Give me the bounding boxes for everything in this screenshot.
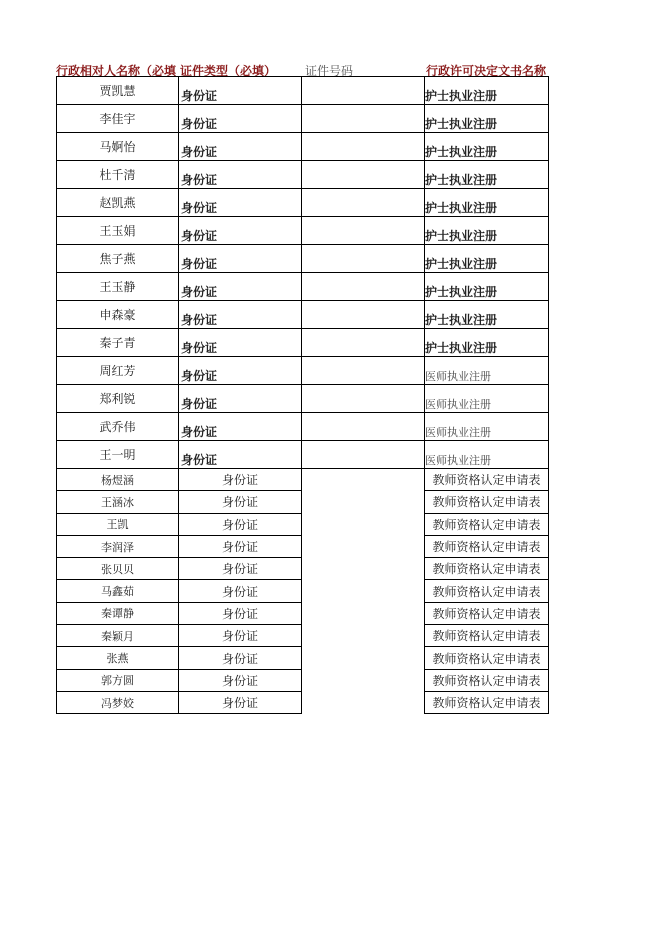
header-col-id-type: 证件类型（必填） (180, 64, 277, 78)
table-row (57, 558, 549, 580)
id-number-cell (302, 513, 425, 535)
id-number-cell (302, 580, 425, 602)
id-type-cell: 身份证 (179, 189, 302, 217)
table-row (57, 413, 549, 441)
doc-name-cell: 护士执业注册 (425, 329, 549, 357)
id-type-cell: 身份证 (179, 385, 302, 413)
header-col-doc-name: 行政许可决定文书名称 (426, 64, 547, 78)
id-type-cell: 身份证 (179, 413, 302, 441)
doc-name-cell: 护士执业注册 (425, 245, 549, 273)
name-cell: 赵凯燕 (57, 189, 179, 217)
id-number-cell (302, 558, 425, 580)
id-type-cell: 身份证 (179, 441, 302, 469)
id-number-cell (302, 385, 425, 413)
doc-name-cell: 医师执业注册 (425, 385, 549, 413)
id-number-cell (302, 301, 425, 329)
name-cell: 张燕 (57, 647, 179, 669)
table-row (57, 245, 549, 273)
name-cell: 张贝贝 (57, 558, 179, 580)
table-row (57, 301, 549, 329)
table-row (57, 441, 549, 469)
id-number-cell (302, 669, 425, 691)
table-row (57, 669, 549, 691)
name-cell: 申森豪 (57, 301, 179, 329)
id-type-cell: 身份证 (179, 217, 302, 245)
table-row (57, 77, 549, 105)
id-type-cell: 身份证 (179, 133, 302, 161)
doc-name-cell: 教师资格认定申请表 (425, 513, 549, 535)
doc-name-cell: 护士执业注册 (425, 273, 549, 301)
header-col-id-number: 证件号码 (305, 64, 354, 78)
name-cell: 郭方圆 (57, 669, 179, 691)
id-number-cell (302, 105, 425, 133)
name-cell: 冯梦姣 (57, 691, 179, 713)
name-cell: 王涵冰 (57, 491, 179, 513)
id-number-cell (302, 491, 425, 513)
table-row (57, 691, 549, 713)
id-type-cell: 身份证 (179, 329, 302, 357)
doc-name-cell: 护士执业注册 (425, 77, 549, 105)
id-number-cell (302, 273, 425, 301)
id-number-cell (302, 441, 425, 469)
name-cell: 焦子燕 (57, 245, 179, 273)
doc-name-cell: 护士执业注册 (425, 217, 549, 245)
table-row (57, 491, 549, 513)
id-type-cell: 身份证 (179, 580, 302, 602)
table-row (57, 105, 549, 133)
id-number-cell (302, 133, 425, 161)
id-number-cell (302, 189, 425, 217)
id-type-cell: 身份证 (179, 161, 302, 189)
id-type-cell: 身份证 (179, 77, 302, 105)
doc-name-cell: 护士执业注册 (425, 133, 549, 161)
table-row (57, 217, 549, 245)
name-cell: 贾凯慧 (57, 77, 179, 105)
id-type-cell: 身份证 (179, 647, 302, 669)
id-number-cell (302, 245, 425, 273)
name-cell: 马鑫茹 (57, 580, 179, 602)
id-type-cell: 身份证 (179, 491, 302, 513)
id-number-cell (302, 469, 425, 491)
doc-name-cell: 教师资格认定申请表 (425, 669, 549, 691)
doc-name-cell: 教师资格认定申请表 (425, 580, 549, 602)
table-row (57, 133, 549, 161)
doc-name-cell: 教师资格认定申请表 (425, 491, 549, 513)
doc-name-cell: 医师执业注册 (425, 441, 549, 469)
header-col-name: 行政相对人名称（必填 (56, 64, 177, 78)
doc-name-cell: 教师资格认定申请表 (425, 691, 549, 713)
id-type-cell: 身份证 (179, 558, 302, 580)
id-type-cell: 身份证 (179, 357, 302, 385)
name-cell: 王玉静 (57, 273, 179, 301)
id-number-cell (302, 329, 425, 357)
id-type-cell: 身份证 (179, 602, 302, 624)
table-row (57, 273, 549, 301)
table-row (57, 535, 549, 557)
id-type-cell: 身份证 (179, 513, 302, 535)
id-type-cell: 身份证 (179, 273, 302, 301)
name-cell: 秦颖月 (57, 625, 179, 647)
table-row (57, 329, 549, 357)
name-cell: 王一明 (57, 441, 179, 469)
id-number-cell (302, 535, 425, 557)
table-row (57, 189, 549, 217)
doc-name-cell: 护士执业注册 (425, 301, 549, 329)
doc-name-cell: 教师资格认定申请表 (425, 625, 549, 647)
id-type-cell: 身份证 (179, 105, 302, 133)
id-number-cell (302, 691, 425, 713)
table-row (57, 580, 549, 602)
table-row (57, 161, 549, 189)
doc-name-cell: 医师执业注册 (425, 357, 549, 385)
doc-name-cell: 教师资格认定申请表 (425, 469, 549, 491)
name-cell: 李润泽 (57, 535, 179, 557)
name-cell: 秦子青 (57, 329, 179, 357)
doc-name-cell: 教师资格认定申请表 (425, 558, 549, 580)
name-cell: 王凯 (57, 513, 179, 535)
table-row (57, 602, 549, 624)
doc-name-cell: 护士执业注册 (425, 189, 549, 217)
doc-name-cell: 护士执业注册 (425, 105, 549, 133)
name-cell: 杜千清 (57, 161, 179, 189)
id-type-cell: 身份证 (179, 469, 302, 491)
records-table (56, 76, 549, 714)
table-row (57, 625, 549, 647)
id-type-cell: 身份证 (179, 245, 302, 273)
name-cell: 郑利锐 (57, 385, 179, 413)
id-type-cell: 身份证 (179, 535, 302, 557)
name-cell: 马婀怡 (57, 133, 179, 161)
table-row (57, 647, 549, 669)
id-number-cell (302, 357, 425, 385)
name-cell: 秦谭静 (57, 602, 179, 624)
doc-name-cell: 医师执业注册 (425, 413, 549, 441)
table-row (57, 357, 549, 385)
id-number-cell (302, 217, 425, 245)
id-number-cell (302, 161, 425, 189)
id-type-cell: 身份证 (179, 691, 302, 713)
id-type-cell: 身份证 (179, 669, 302, 691)
table-row (57, 513, 549, 535)
id-type-cell: 身份证 (179, 625, 302, 647)
name-cell: 王玉娟 (57, 217, 179, 245)
id-number-cell (302, 602, 425, 624)
doc-name-cell: 教师资格认定申请表 (425, 535, 549, 557)
doc-name-cell: 教师资格认定申请表 (425, 602, 549, 624)
records-table-body (57, 77, 549, 714)
table-row (57, 469, 549, 491)
id-number-cell (302, 647, 425, 669)
id-number-cell (302, 77, 425, 105)
name-cell: 李佳宇 (57, 105, 179, 133)
name-cell: 周红芳 (57, 357, 179, 385)
doc-name-cell: 护士执业注册 (425, 161, 549, 189)
table-row (57, 385, 549, 413)
id-number-cell (302, 625, 425, 647)
id-number-cell (302, 413, 425, 441)
doc-name-cell: 教师资格认定申请表 (425, 647, 549, 669)
name-cell: 武乔伟 (57, 413, 179, 441)
name-cell: 杨煜涵 (57, 469, 179, 491)
id-type-cell: 身份证 (179, 301, 302, 329)
